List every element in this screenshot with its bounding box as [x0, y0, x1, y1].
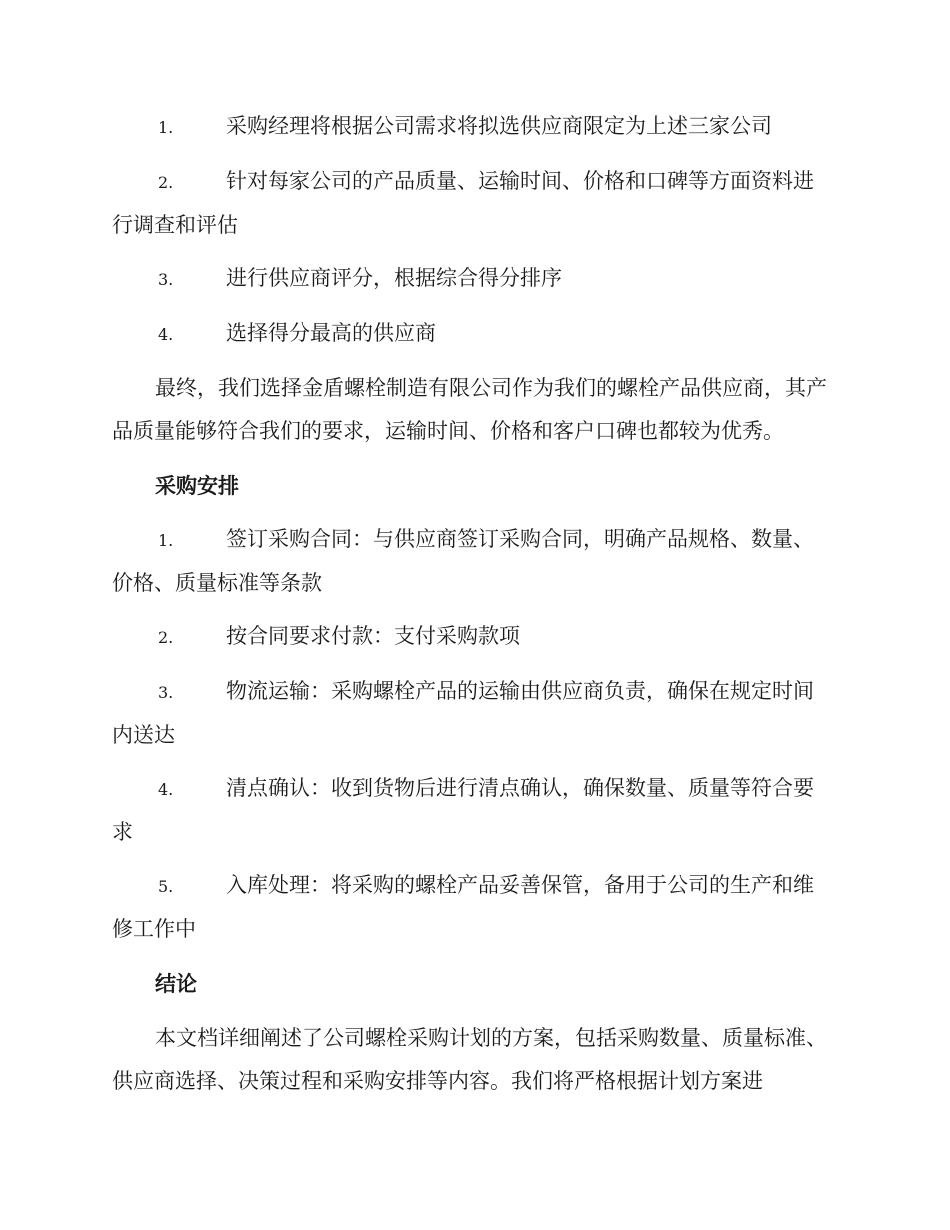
body-paragraph: 最终，我们选择金盾螺栓制造有限公司作为我们的螺栓产品供应商，其产品质量能够符合我们的要求，运输时间、价格和客户口碑也都较为优秀。 [112, 376, 827, 443]
list-number: 4. [158, 780, 174, 799]
body-paragraph: 本文档详细阐述了公司螺栓采购计划的方案，包括采购数量、质量标准、供应商选择、决策过程和采购安排等内容。我们将严格根据计划方案进 [112, 1026, 827, 1093]
list-number: 2. [158, 173, 174, 192]
list-text: 按合同要求付款：支付采购款项 [226, 624, 520, 648]
list-item [112, 312, 834, 356]
list-text: 选择得分最高的供应商 [226, 321, 436, 345]
list-item [112, 615, 834, 659]
list-text: 签订采购合同：与供应商签订采购合同，明确产品规格、数量、价格、质量标准等条款 [112, 527, 814, 595]
list-item [112, 105, 834, 149]
list-number: 1. [158, 118, 174, 137]
list-number: 2. [158, 628, 174, 647]
list-text: 物流运输：采购螺栓产品的运输由供应商负责，确保在规定时间内送达 [112, 679, 814, 747]
list-number: 1. [158, 531, 174, 550]
section-heading: 结论 [155, 971, 197, 996]
list-item [112, 767, 834, 854]
list-item [112, 257, 834, 301]
list-number: 5. [158, 877, 174, 896]
list-text: 采购经理将根据公司需求将拟选供应商限定为上述三家公司 [226, 114, 772, 138]
section-heading: 采购安排 [155, 473, 239, 498]
list-number: 4. [158, 325, 174, 344]
list-item [112, 670, 834, 757]
list-item [112, 518, 834, 605]
list-number: 3. [158, 683, 174, 702]
list-text: 针对每家公司的产品质量、运输时间、价格和口碑等方面资料进行调查和评估 [112, 169, 814, 237]
list-number: 3. [158, 270, 174, 289]
list-text: 清点确认：收到货物后进行清点确认，确保数量、质量等符合要求 [112, 776, 814, 844]
list-item [112, 864, 834, 951]
list-item [112, 160, 834, 247]
list-text: 进行供应商评分，根据综合得分排序 [226, 266, 562, 290]
list-text: 入库处理：将采购的螺栓产品妥善保管，备用于公司的生产和维修工作中 [112, 873, 814, 941]
